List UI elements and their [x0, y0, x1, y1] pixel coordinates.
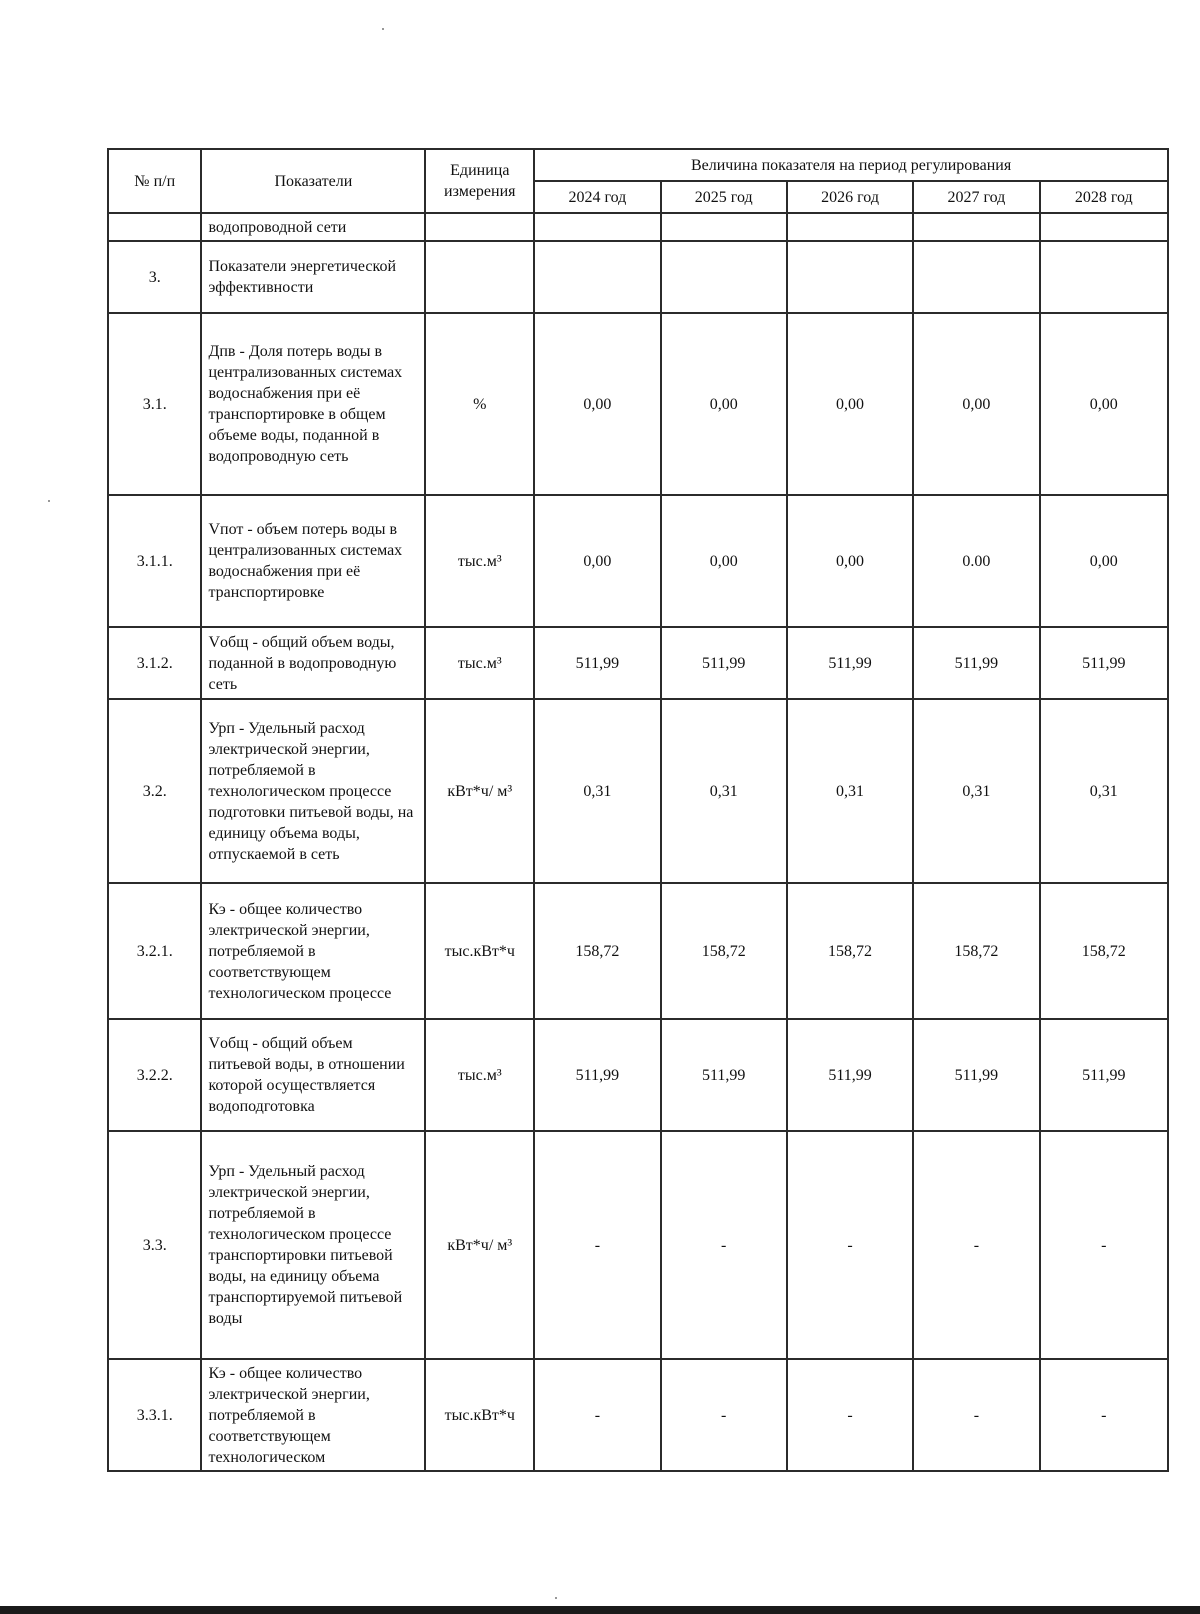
table-body — [108, 213, 1168, 1471]
value-cell: 0.00 — [913, 495, 1039, 627]
unit-cell: тыс.кВт*ч — [425, 1359, 534, 1471]
row-number: 3.2.2. — [108, 1019, 201, 1131]
value-cell: 511,99 — [661, 1019, 787, 1131]
value-cell: 158,72 — [661, 883, 787, 1019]
value-cell: 511,99 — [534, 1019, 660, 1131]
value-cell: 511,99 — [913, 1019, 1039, 1131]
value-cell: 511,99 — [913, 627, 1039, 699]
unit-cell — [425, 213, 534, 241]
row-number: 3.2. — [108, 699, 201, 883]
value-cell — [787, 213, 913, 241]
table-row — [108, 883, 1168, 1019]
value-cell: 0,00 — [534, 495, 660, 627]
header-year: 2028 год — [1040, 181, 1168, 213]
unit-cell: тыс.кВт*ч — [425, 883, 534, 1019]
value-cell: 0,31 — [787, 699, 913, 883]
scan-speck — [48, 500, 50, 502]
value-cell: 0,00 — [913, 313, 1039, 495]
table-row — [108, 1359, 1168, 1471]
table-row — [108, 213, 1168, 241]
value-cell — [661, 241, 787, 313]
header-indicator: Показатели — [201, 149, 425, 213]
table-row — [108, 313, 1168, 495]
table-row — [108, 495, 1168, 627]
indicator-name: Vпот - объем потерь воды в централизованных системах водоснабжения при её транспортировке — [201, 495, 425, 627]
value-cell: - — [913, 1131, 1039, 1359]
value-cell: 511,99 — [661, 627, 787, 699]
unit-cell: тыс.м³ — [425, 1019, 534, 1131]
unit-cell: кВт*ч/ м³ — [425, 1131, 534, 1359]
table-row — [108, 1131, 1168, 1359]
value-cell — [661, 213, 787, 241]
row-number: 3.3. — [108, 1131, 201, 1359]
value-cell: 511,99 — [1040, 627, 1168, 699]
value-cell: - — [534, 1131, 660, 1359]
indicator-name: водопроводной сети — [201, 213, 425, 241]
row-number: 3.1.1. — [108, 495, 201, 627]
header-num: № п/п — [108, 149, 201, 213]
value-cell: 0,00 — [661, 495, 787, 627]
unit-cell: кВт*ч/ м³ — [425, 699, 534, 883]
value-cell: 511,99 — [1040, 1019, 1168, 1131]
unit-cell — [425, 241, 534, 313]
value-cell: 158,72 — [913, 883, 1039, 1019]
value-cell: 0,31 — [661, 699, 787, 883]
indicator-name: Дпв - Доля потерь воды в централизованных системах водоснабжения при её транспортировке в общем объеме воды, поданной в водопроводную сеть — [201, 313, 425, 495]
value-cell — [1040, 213, 1168, 241]
unit-cell: % — [425, 313, 534, 495]
indicator-name: Кэ - общее количество электрической энергии, потребляемой в соответствующем технологическом — [201, 1359, 425, 1471]
row-number: 3.1.2. — [108, 627, 201, 699]
scan-speck — [382, 28, 384, 30]
value-cell: - — [661, 1131, 787, 1359]
value-cell: 0,00 — [787, 495, 913, 627]
value-cell: - — [787, 1359, 913, 1471]
value-cell — [1040, 241, 1168, 313]
value-cell: 0,00 — [1040, 313, 1168, 495]
value-cell: 0,00 — [661, 313, 787, 495]
value-cell — [534, 241, 660, 313]
value-cell — [787, 241, 913, 313]
table-row — [108, 1019, 1168, 1131]
value-cell: 511,99 — [534, 627, 660, 699]
header-year: 2024 год — [534, 181, 660, 213]
value-cell — [913, 241, 1039, 313]
row-number: 3.3.1. — [108, 1359, 201, 1471]
value-cell: 511,99 — [787, 1019, 913, 1131]
unit-cell: тыс.м³ — [425, 627, 534, 699]
value-cell: 158,72 — [1040, 883, 1168, 1019]
indicator-name: Кэ - общее количество электрической энергии, потребляемой в соответствующем технологическом процессе — [201, 883, 425, 1019]
row-number — [108, 213, 201, 241]
table-row — [108, 627, 1168, 699]
value-cell: 511,99 — [787, 627, 913, 699]
table-row — [108, 241, 1168, 313]
row-number: 3.1. — [108, 313, 201, 495]
value-cell: 0,31 — [913, 699, 1039, 883]
value-cell: 0,00 — [787, 313, 913, 495]
header-unit: Единица измерения — [425, 149, 534, 213]
value-cell: - — [913, 1359, 1039, 1471]
value-cell — [534, 213, 660, 241]
table-row — [108, 699, 1168, 883]
indicator-name: Vобщ - общий объем воды, поданной в водопроводную сеть — [201, 627, 425, 699]
indicators-table — [107, 148, 1169, 1472]
value-cell: - — [661, 1359, 787, 1471]
scan-speck — [555, 1597, 557, 1599]
value-cell: - — [787, 1131, 913, 1359]
row-number: 3.2.1. — [108, 883, 201, 1019]
indicator-name: Vобщ - общий объем питьевой воды, в отношении которой осуществляется водоподготовка — [201, 1019, 425, 1131]
header-period: Величина показателя на период регулирования — [534, 149, 1168, 181]
value-cell: - — [1040, 1131, 1168, 1359]
indicator-name: Урп - Удельный расход электрической энергии, потребляемой в технологическом процессе подготовки питьевой воды, на единицу объема воды, отпускаемой в сеть — [201, 699, 425, 883]
value-cell: 158,72 — [787, 883, 913, 1019]
header-year: 2026 год — [787, 181, 913, 213]
indicator-name: Показатели энергетической эффективности — [201, 241, 425, 313]
row-number: 3. — [108, 241, 201, 313]
value-cell: 0,31 — [1040, 699, 1168, 883]
scan-edge — [0, 1606, 1200, 1614]
value-cell: 0,31 — [534, 699, 660, 883]
value-cell: - — [534, 1359, 660, 1471]
header-year: 2025 год — [661, 181, 787, 213]
unit-cell: тыс.м³ — [425, 495, 534, 627]
header-year: 2027 год — [913, 181, 1039, 213]
value-cell: 0,00 — [534, 313, 660, 495]
value-cell — [913, 213, 1039, 241]
value-cell: 158,72 — [534, 883, 660, 1019]
value-cell: 0,00 — [1040, 495, 1168, 627]
value-cell: - — [1040, 1359, 1168, 1471]
indicator-name: Урп - Удельный расход электрической энергии, потребляемой в технологическом процессе транспортировки питьевой воды, на единицу объема транспортируемой питьевой воды — [201, 1131, 425, 1359]
